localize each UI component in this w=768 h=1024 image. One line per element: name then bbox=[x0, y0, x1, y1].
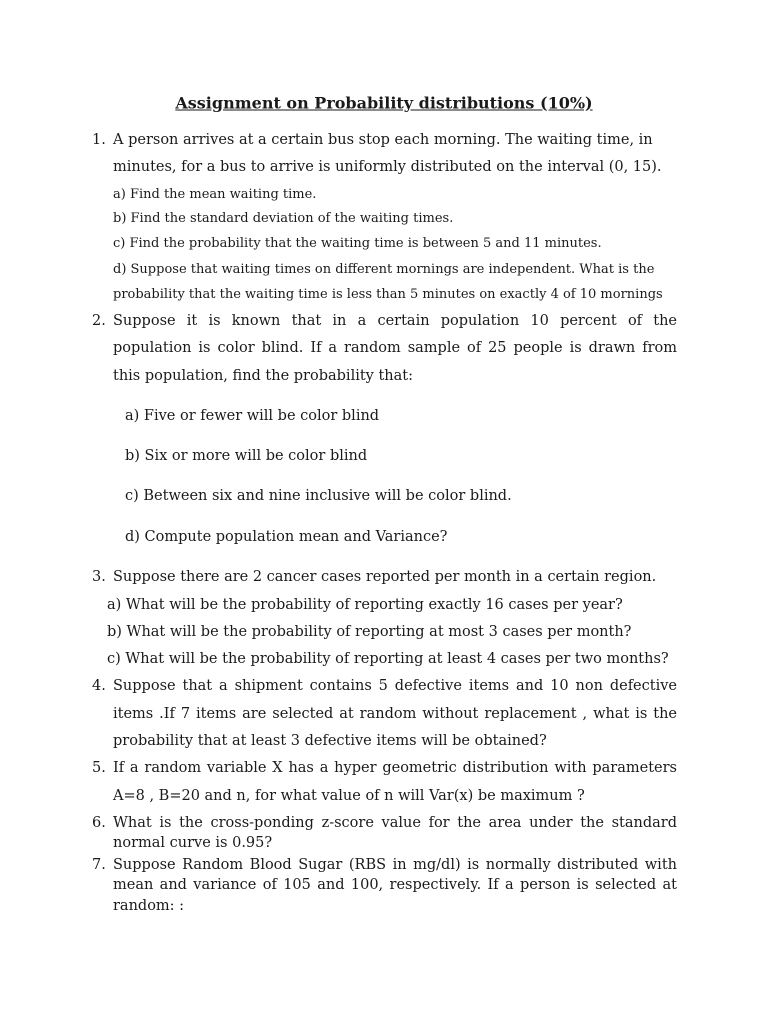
question-text: Suppose Random Blood Sugar (RBS in mg/dl) is normally distributed with bbox=[113, 857, 677, 873]
sub-question: c) Between six and nine inclusive will be color blind. bbox=[125, 488, 512, 504]
sub-question: c) Find the probability that the waiting time is between 5 and 11 minutes. bbox=[113, 236, 602, 251]
sub-question: d) Compute population mean and Variance? bbox=[125, 529, 448, 545]
question-text: minutes, for a bus to arrive is uniformly distributed on the interval (0, 15). bbox=[113, 159, 662, 175]
sub-question: d) Suppose that waiting times on different mornings are independent. What is the bbox=[113, 262, 655, 277]
question-text: Suppose that a shipment contains 5 defective items and 10 non defective bbox=[113, 678, 677, 694]
question-text: Suppose there are 2 cancer cases reported per month in a certain region. bbox=[113, 569, 657, 585]
question-number: 4. bbox=[92, 678, 106, 694]
question-text: If a random variable X has a hyper geometric distribution with parameters bbox=[113, 760, 677, 776]
sub-question: b) What will be the probability of reporting at most 3 cases per month? bbox=[107, 624, 632, 640]
question-text: A=8 , B=20 and n, for what value of n will Var(x) be maximum ? bbox=[113, 788, 585, 804]
sub-question: b) Find the standard deviation of the waiting times. bbox=[113, 211, 454, 226]
sub-question: c) What will be the probability of reporting at least 4 cases per two months? bbox=[107, 651, 669, 667]
sub-question: a) Find the mean waiting time. bbox=[113, 187, 317, 202]
question-number: 7. bbox=[92, 857, 106, 873]
sub-question: a) What will be the probability of reporting exactly 16 cases per year? bbox=[107, 597, 623, 613]
question-number: 3. bbox=[92, 569, 106, 585]
question-number: 6. bbox=[92, 815, 106, 831]
question-number: 2. bbox=[92, 313, 106, 329]
question-text: this population, find the probability that: bbox=[113, 368, 413, 384]
sub-question: probability that the waiting time is less than 5 minutes on exactly 4 of 10 mornings bbox=[113, 287, 663, 302]
page-title: Assignment on Probability distributions (10%) bbox=[175, 93, 593, 113]
question-text: mean and variance of 105 and 100, respectively. If a person is selected at bbox=[113, 877, 677, 893]
question-text: population is color blind. If a random sample of 25 people is drawn from bbox=[113, 340, 677, 356]
question-number: 1. bbox=[92, 132, 106, 148]
question-text: probability that at least 3 defective items will be obtained? bbox=[113, 733, 547, 749]
question-number: 5. bbox=[92, 760, 106, 776]
question-text: random: : bbox=[113, 898, 185, 914]
sub-question: b) Six or more will be color blind bbox=[125, 448, 368, 464]
question-text: What is the cross-ponding z-score value for the area under the standard bbox=[113, 815, 677, 831]
question-text: items .If 7 items are selected at random without replacement , what is the bbox=[113, 706, 677, 722]
question-text: A person arrives at a certain bus stop each morning. The waiting time, in bbox=[113, 132, 653, 148]
sub-question: a) Five or fewer will be color blind bbox=[125, 408, 380, 424]
question-text: normal curve is 0.95? bbox=[113, 835, 273, 851]
question-text: Suppose it is known that in a certain population 10 percent of the bbox=[113, 313, 677, 329]
